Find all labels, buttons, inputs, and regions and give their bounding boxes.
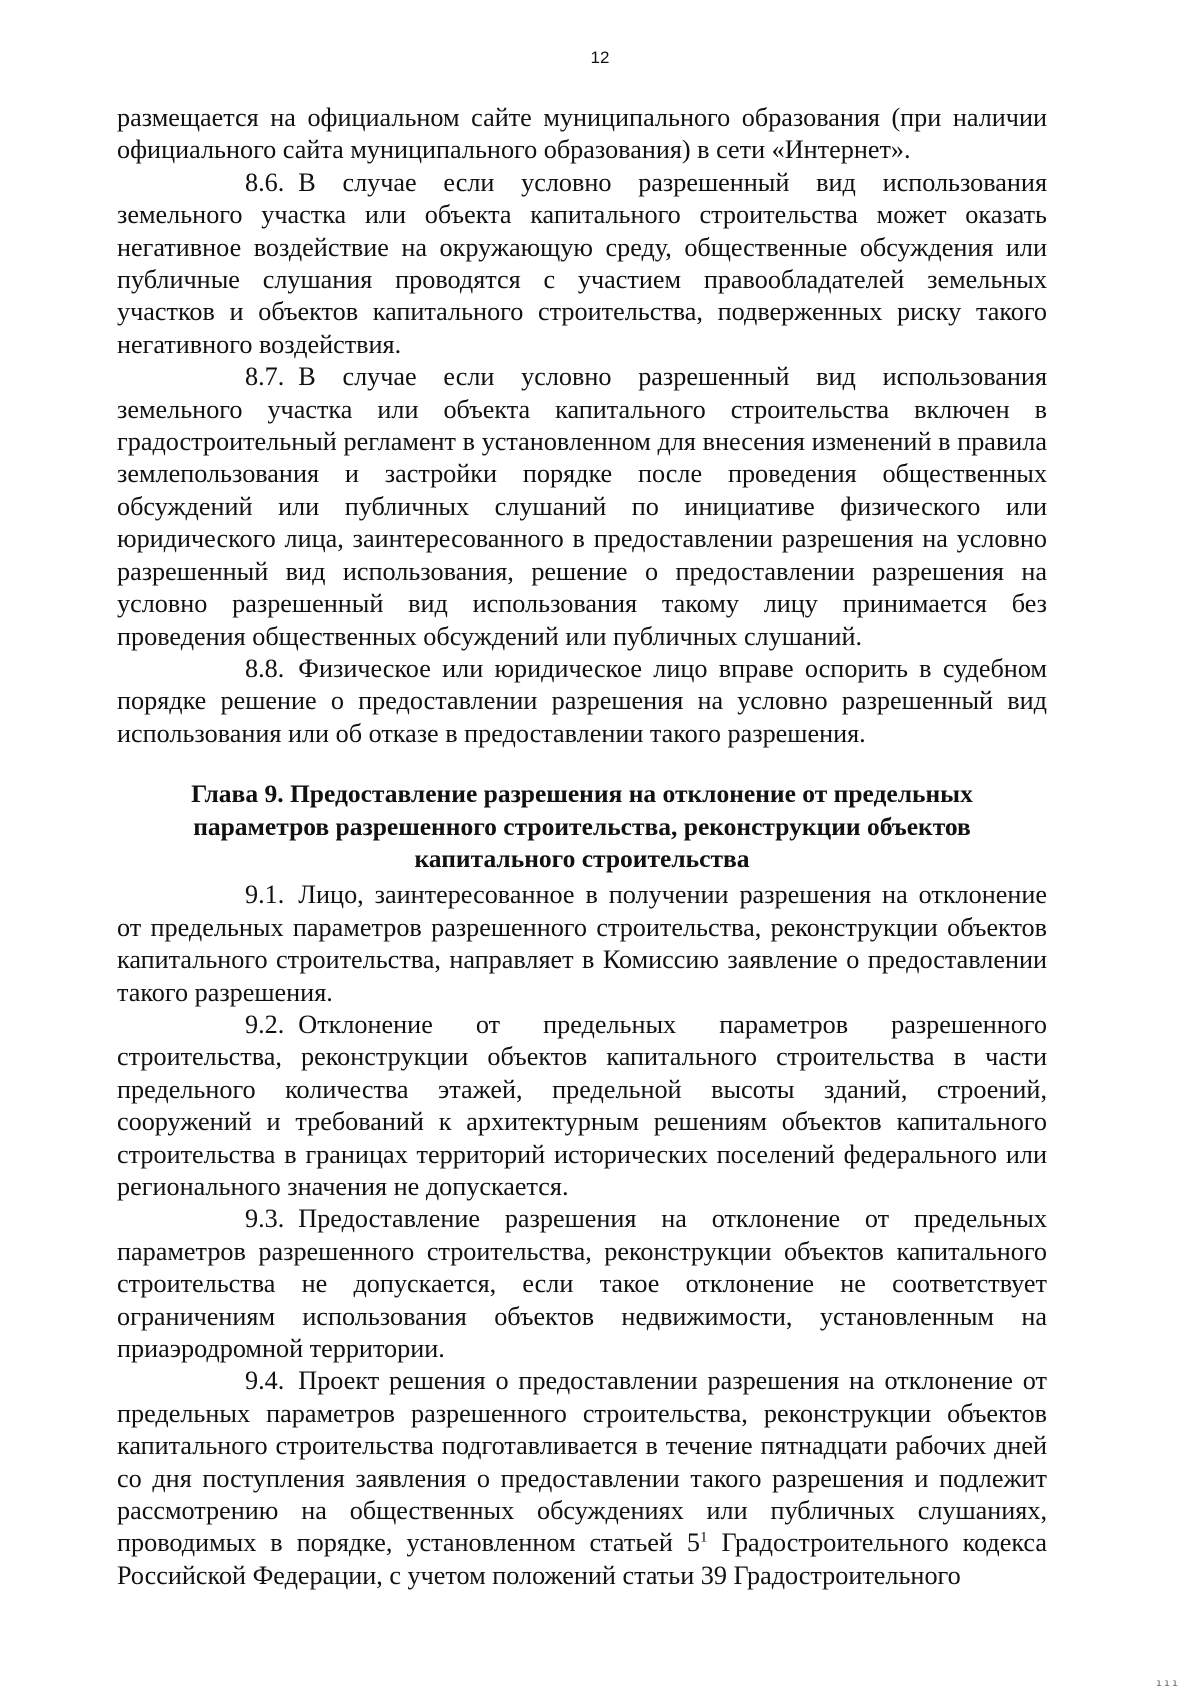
section-9-3	[117, 1203, 1047, 1365]
section-text: Проект решения о предоставлении разрешения на отклонение от предельных параметров разрешенного строительства, реконструкции объектов капитального строительства подготавливается в течение пятнадцати рабочих дней со дня поступления заявления о предоставлении такого разрешения и подлежит рассмотрению на общественных обсуждениях или публичных слушаниях, проводимых в порядке, установленном статьей 5	[117, 1366, 1047, 1558]
section-number: 8.6.	[245, 167, 285, 197]
superscript-article-index: 1	[699, 1529, 708, 1546]
section-8-7	[117, 361, 1047, 653]
section-8-8	[117, 653, 1047, 750]
section-number: 9.4.	[245, 1366, 285, 1396]
chapter-9-heading	[117, 778, 1047, 875]
intro-paragraph: размещается на официальном сайте муниципального образования (при наличии официального сайта муниципального образования) в сети «Интернет».	[117, 103, 1047, 165]
section-text: В случае если условно разрешенный вид использования земельного участка или объекта капитального строительства может оказать негативное воздействие на окружающую среду, общественные обсуждения или публичные слушания проводятся с участием правообладателей земельных участков и объектов капитального строительства, подверженных риску такого негативного воздействия.	[117, 167, 1047, 359]
section-number: 9.2.	[245, 1009, 285, 1039]
section-text: Предоставление разрешения на отклонение от предельных параметров разрешенного строительства, реконструкции объектов капитального строительства не допускается, если такое отклонение не соответствует ограничениям использования объектов недвижимости, установленным на приаэродромной территории.	[117, 1204, 1047, 1364]
chapter-heading-line: капитального строительства	[414, 843, 750, 873]
section-9-2	[117, 1009, 1047, 1203]
section-text: Отклонение от предельных параметров разрешенного строительства, реконструкции объектов капитального строительства в части предельного количества этажей, предельной высоты зданий, строений, сооружений и требований к архитектурным решениям объектов капитального строительства в границах территорий исторических поселений федерального или регионального значения не допускается.	[117, 1009, 1047, 1201]
page-number: 12	[590, 48, 610, 67]
section-text: Лицо, заинтересованное в получении разрешения на отклонение от предельных параметров разрешенного строительства, реконструкции объектов капитального строительства, направляет в Комиссию заявление о предоставлении такого разрешения.	[117, 880, 1047, 1007]
section-text-continued: Градостроительного кодекса Российской Федерации, с учетом положений статьи 39 Градостроительного	[117, 1528, 1047, 1590]
section-number: 9.3.	[245, 1204, 285, 1234]
section-number: 8.8.	[245, 653, 285, 683]
section-text: Физическое или юридическое лицо вправе оспорить в судебном порядке решение о предоставлении разрешения на условно разрешенный вид использования или об отказе в предоставлении такого разрешения.	[117, 653, 1047, 748]
section-text: В случае если условно разрешенный вид использования земельного участка или объекта капитального строительства включен в градостроительный регламент в установленном для внесения изменений в правила землепользования и застройки порядке после проведения общественных обсуждений или публичных слушаний по инициативе физического или юридического лица, заинтересованного в предоставлении разрешения на условно разрешенный вид использования, решение о предоставлении разрешения на условно разрешенный вид использования такому лицу принимается без проведения общественных обсуждений или публичных слушаний.	[117, 362, 1047, 651]
section-9-4	[117, 1365, 1047, 1592]
section-number: 9.1.	[245, 880, 285, 910]
section-9-1	[117, 879, 1047, 1009]
section-8-6	[117, 167, 1047, 361]
chapter-heading-line: Глава 9. Предоставление разрешения на отклонение от предельных	[191, 779, 973, 809]
section-number: 8.7.	[245, 362, 285, 392]
document-body	[117, 102, 1047, 1592]
scan-footer-marks: ııı	[1155, 1678, 1180, 1689]
chapter-heading-line: параметров разрешенного строительства, реконструкции объектов	[193, 811, 971, 841]
